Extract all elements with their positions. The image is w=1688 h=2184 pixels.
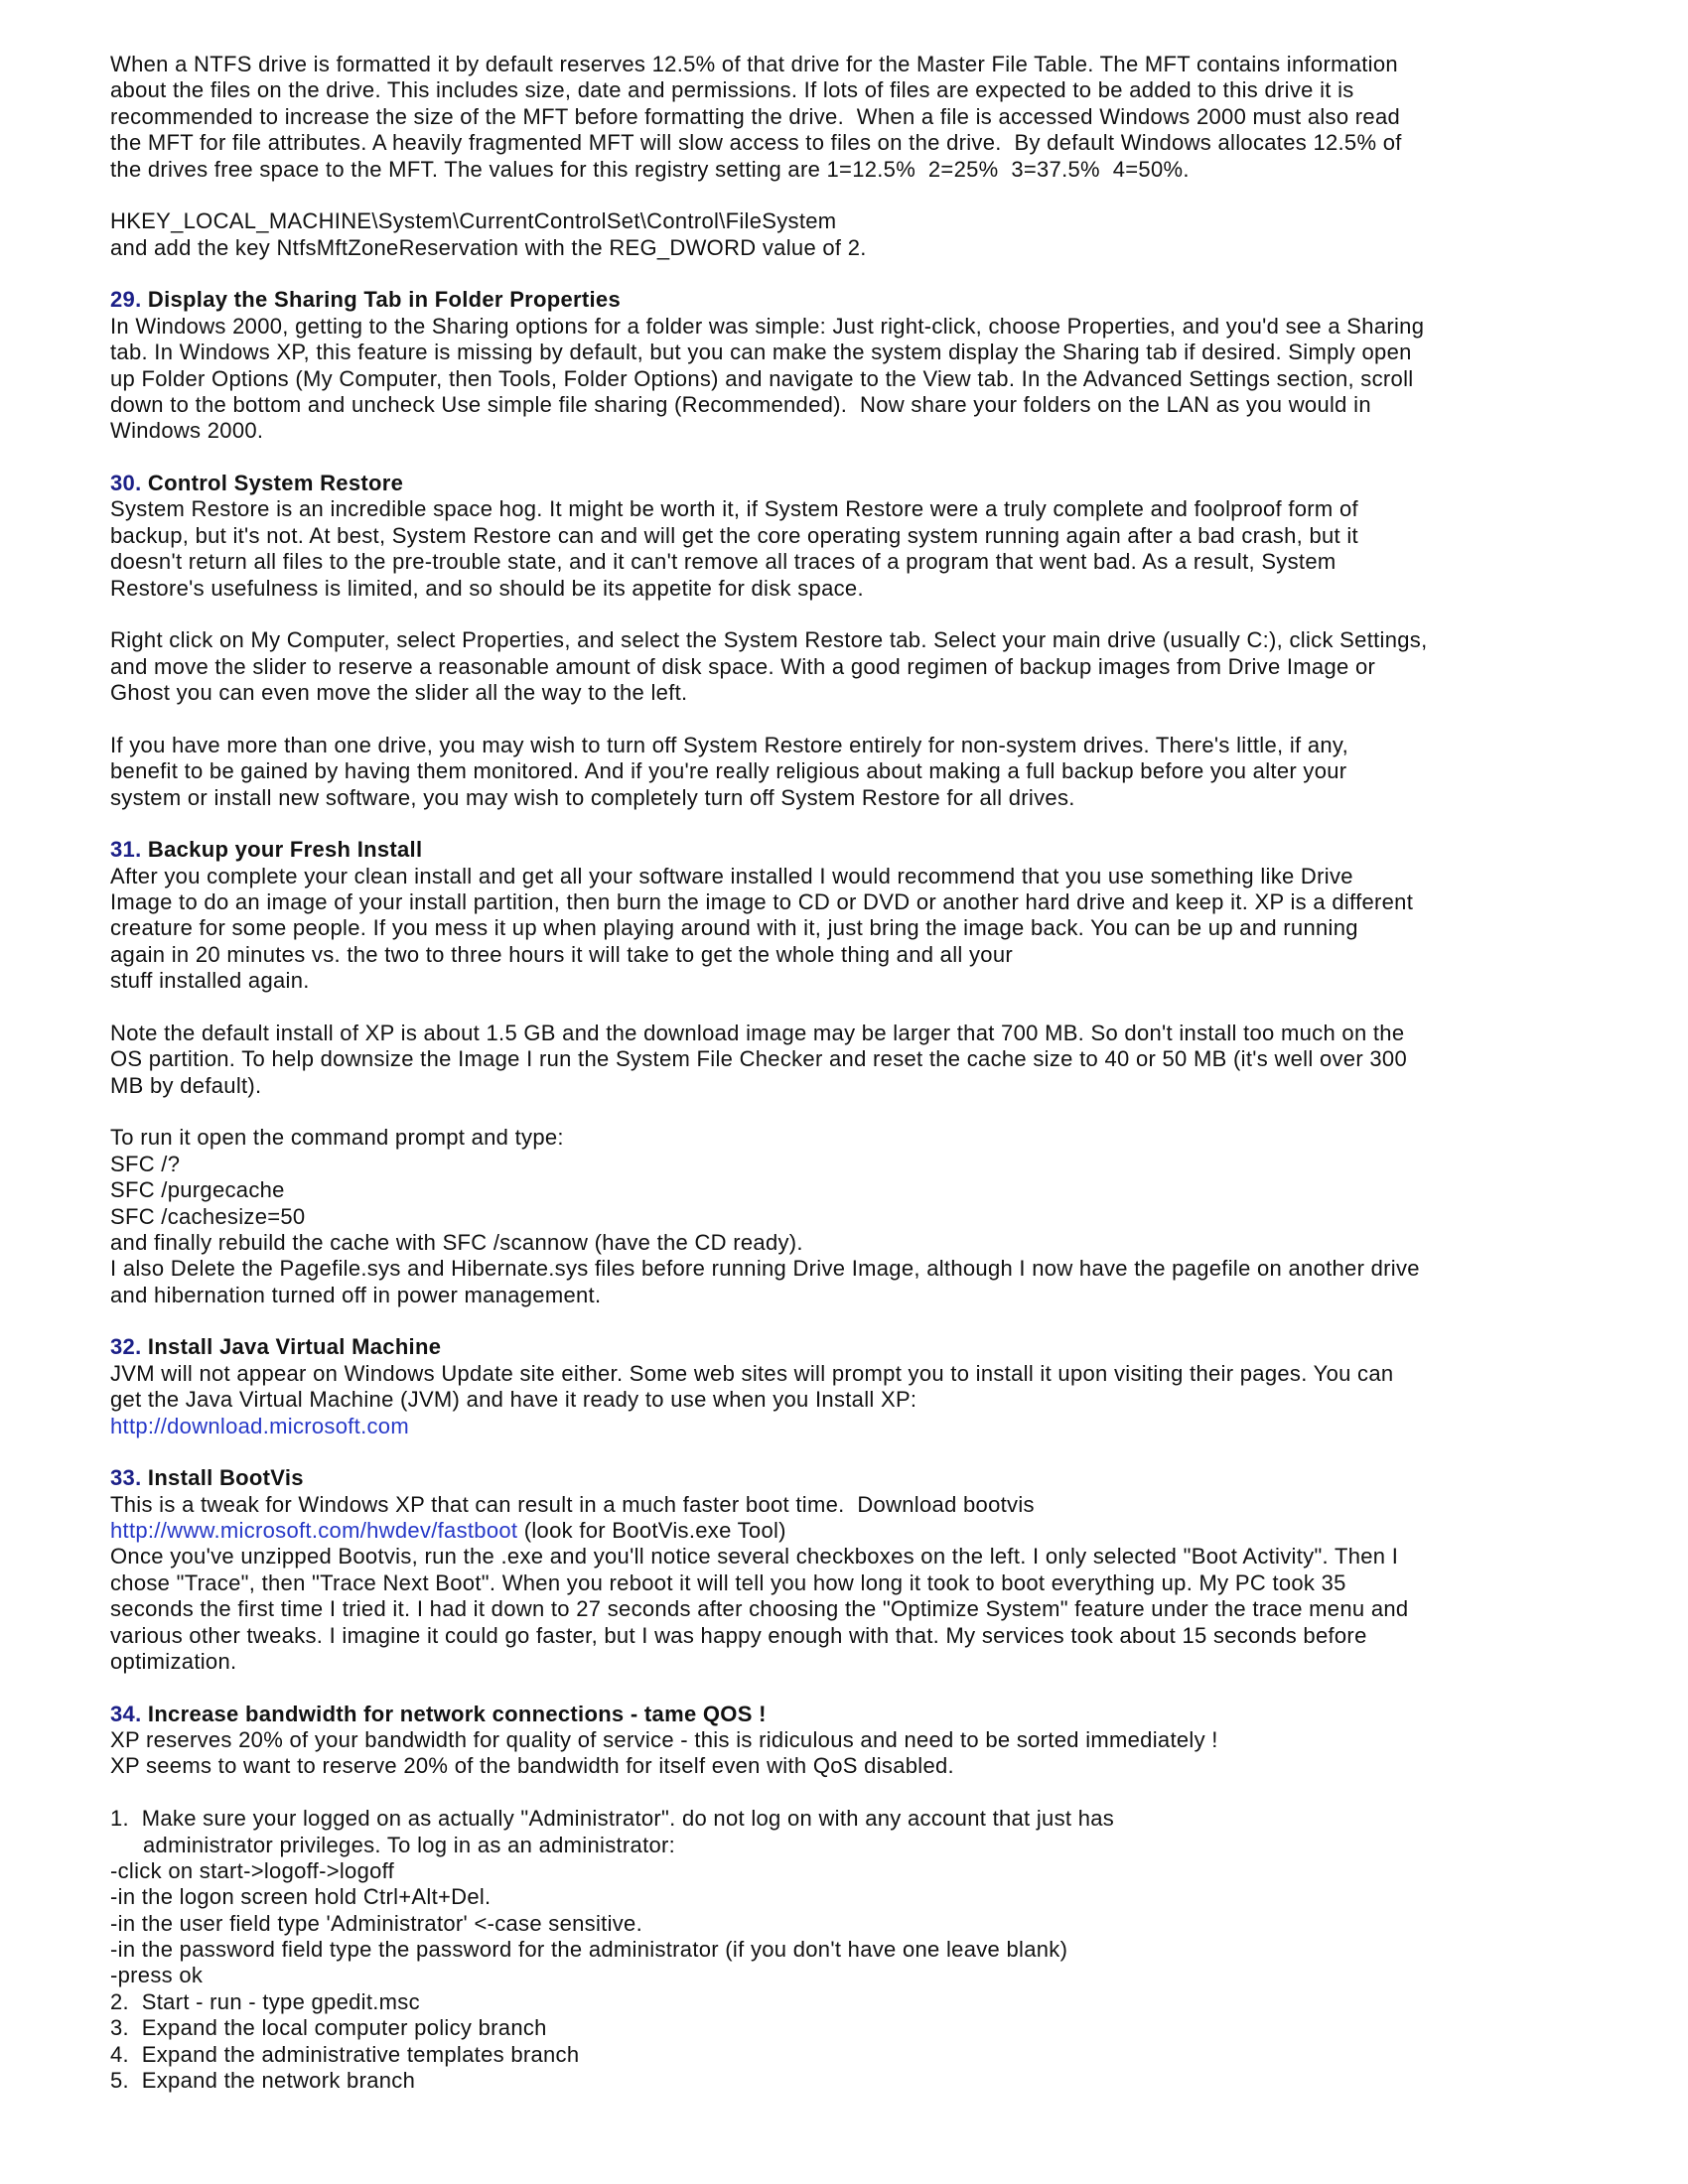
paragraph-line: XP reserves 20% of your bandwidth for quality of service - this is ridiculous and need to be sorted immediately !: [110, 1727, 1218, 1752]
section-number: 31.: [110, 837, 142, 863]
paragraph-line: chose "Trace", then "Trace Next Boot". When you reboot it will tell you how long it took to boot everything up. My PC took 35: [110, 1570, 1346, 1595]
sub-step: -click on start->logoff->logoff: [110, 1857, 395, 1883]
list-item: 4. Expand the administrative templates branch: [110, 2041, 580, 2067]
link-note: (look for BootVis.exe Tool): [517, 1518, 786, 1543]
spacer: [110, 706, 1688, 732]
paragraph-line: benefit to be gained by having them monitored. And if you're really religious about making a full backup before you alter your: [110, 758, 1347, 784]
paragraph-line: again in 20 minutes vs. the two to three hours it will take to get the whole thing and all your: [110, 941, 1014, 967]
download-link[interactable]: http://download.microsoft.com: [110, 1413, 409, 1438]
paragraph-line: XP seems to want to reserve 20% of the bandwidth for itself even with QoS disabled.: [110, 1753, 954, 1779]
spacer: [110, 995, 1688, 1021]
paragraph-line: get the Java Virtual Machine (JVM) and have it ready to use when you Install XP:: [110, 1387, 917, 1413]
command-line: SFC /purgecache: [110, 1177, 285, 1203]
steps-list: [110, 1806, 1688, 2094]
list-item: 2. Start - run - type gpedit.msc: [110, 1988, 420, 2014]
command-block: [110, 1125, 1688, 1308]
paragraph-line: I also Delete the Pagefile.sys and Hibernate.sys files before running Drive Image, although I now have the pagefile on another drive: [110, 1256, 1420, 1282]
paragraph-line: Note the default install of XP is about 1.5 GB and the download image may be larger that 700 MB. So don't install too much on the: [110, 1020, 1405, 1045]
section-31-paragraph: [110, 864, 1688, 995]
paragraph-line: backup, but it's not. At best, System Restore can and will get the core operating system running again after a bad crash, but it: [110, 522, 1358, 548]
spacer: [110, 1439, 1688, 1465]
paragraph-line: creature for some people. If you mess it up when playing around with it, just bring the image back. You can be up and running: [110, 915, 1358, 941]
section-heading: [110, 471, 1688, 496]
paragraph-line: and finally rebuild the cache with SFC /scannow (have the CD ready).: [110, 1229, 803, 1255]
section-32-paragraph: [110, 1361, 1688, 1439]
paragraph-line: MB by default).: [110, 1072, 262, 1098]
paragraph-line: the MFT for file attributes. A heavily fragmented MFT will slow access to files on the drive. By default Windows allocates 12.5% of: [110, 130, 1402, 156]
spacer: [110, 811, 1688, 837]
paragraph-line: down to the bottom and uncheck Use simple file sharing (Recommended). Now share your folders on the LAN as you would in: [110, 391, 1371, 417]
paragraph-line: the drives free space to the MFT. The values for this registry setting are 1=12.5% 2=25% 3=37.5% 4=50%.: [110, 156, 1190, 182]
section-title: Increase bandwidth for network connections - tame QOS !: [147, 1701, 767, 1726]
link-line: [110, 1518, 1688, 1544]
spacer: [110, 1099, 1688, 1125]
paragraph-line: JVM will not appear on Windows Update site either. Some web sites will prompt you to install it upon visiting their pages. You can: [110, 1360, 1394, 1386]
section-title: Control System Restore: [147, 471, 404, 495]
spacer: [110, 602, 1688, 627]
section-heading: [110, 1702, 1688, 1727]
paragraph-line: doesn't return all files to the pre-trouble state, and it can't remove all traces of a program that went bad. As a result, System: [110, 549, 1336, 575]
sub-step: -in the user field type 'Administrator' <-case sensitive.: [110, 1910, 643, 1936]
section-number: 33.: [110, 1465, 142, 1491]
section-title: Display the Sharing Tab in Folder Properties: [147, 287, 622, 313]
paragraph-line: seconds the first time I tried it. I had it down to 27 seconds after choosing the "Optimize System" feature under the trace menu and: [110, 1596, 1409, 1622]
commands-intro: To run it open the command prompt and type:: [110, 1125, 564, 1151]
paragraph-line: and move the slider to reserve a reasonable amount of disk space. With a good regimen of backup images from Drive Image or: [110, 653, 1376, 679]
command-line: SFC /cachesize=50: [110, 1203, 306, 1229]
paragraph-line: optimization.: [110, 1648, 237, 1674]
paragraph-line: Right click on My Computer, select Properties, and select the System Restore tab. Select your main drive (usually C:), click Settings,: [110, 627, 1428, 653]
paragraph-line: Once you've unzipped Bootvis, run the .exe and you'll notice several checkboxes on the left. I only selected "Boot Activity". Then I: [110, 1544, 1399, 1570]
paragraph-line: Ghost you can even move the slider all the way to the left.: [110, 680, 688, 705]
section-34-paragraph: [110, 1727, 1688, 1780]
list-item: 1. Make sure your logged on as actually "Administrator". do not log on with any account that just has: [110, 1806, 1115, 1832]
paragraph-line: Restore's usefulness is limited, and so should be its appetite for disk space.: [110, 575, 864, 601]
list-item: 3. Expand the local computer policy branch: [110, 2015, 547, 2041]
paragraph-line: System Restore is an incredible space hog. It might be worth it, if System Restore were a truly complete and foolproof form of: [110, 496, 1358, 522]
paragraph-line: After you complete your clean install and get all your software installed I would recommend that you use something like Drive: [110, 863, 1353, 888]
list-item: 5. Expand the network branch: [110, 2067, 416, 2093]
paragraph-line: about the files on the drive. This includes size, date and permissions. If lots of files are expected to be added to this drive it is: [110, 77, 1354, 103]
spacer: [110, 183, 1688, 208]
paragraph-line: This is a tweak for Windows XP that can result in a much faster boot time. Download bootvis: [110, 1491, 1035, 1517]
sub-step: -in the password field type the password for the administrator (if you don't have one leave blank): [110, 1937, 1068, 1962]
sub-step: -press ok: [110, 1963, 204, 1988]
paragraph-line: If you have more than one drive, you may wish to turn off System Restore entirely for non-system drives. There's little, if any,: [110, 732, 1349, 757]
spacer: [110, 261, 1688, 287]
section-title: Backup your Fresh Install: [147, 837, 423, 863]
paragraph-line: up Folder Options (My Computer, then Tools, Folder Options) and navigate to the View tab. In the Advanced Settings section, scroll: [110, 365, 1414, 391]
section-number: 32.: [110, 1334, 142, 1360]
paragraph-line: and hibernation turned off in power management.: [110, 1282, 602, 1307]
spacer: [110, 1675, 1688, 1701]
paragraph-line: Windows 2000.: [110, 418, 264, 444]
section-33-paragraph: [110, 1492, 1688, 1676]
sub-step: -in the logon screen hold Ctrl+Alt+Del.: [110, 1884, 492, 1910]
bootvis-link[interactable]: http://www.microsoft.com/hwdev/fastboot: [110, 1518, 518, 1543]
spacer: [110, 445, 1688, 471]
list-item-continuation: administrator privileges. To log in as an administrator:: [143, 1832, 676, 1857]
section-number: 30.: [110, 471, 142, 495]
section-30-paragraph: [110, 733, 1688, 811]
command-line: SFC /?: [110, 1151, 181, 1176]
paragraph-line: system or install new software, you may wish to completely turn off System Restore for all drives.: [110, 784, 1075, 810]
registry-key: HKEY_LOCAL_MACHINE\System\CurrentControlSet\Control\FileSystem: [110, 208, 837, 234]
section-30-paragraph: [110, 627, 1688, 706]
section-title: Install BootVis: [147, 1465, 304, 1491]
section-number: 29.: [110, 287, 142, 313]
section-heading: [110, 837, 1688, 863]
section-heading: [110, 1334, 1688, 1360]
section-number: 34.: [110, 1701, 142, 1726]
paragraph-line: tab. In Windows XP, this feature is missing by default, but you can make the system display the Sharing tab if desired. Simply open: [110, 340, 1412, 365]
section-heading: [110, 287, 1688, 313]
paragraph-line: stuff installed again.: [110, 968, 310, 994]
section-heading: [110, 1465, 1688, 1491]
paragraph-line: OS partition. To help downsize the Image I run the System File Checker and reset the cache size to 40 or 50 MB (it's well over 300: [110, 1046, 1407, 1072]
section-title: Install Java Virtual Machine: [147, 1334, 442, 1360]
intro-paragraph: [110, 52, 1688, 183]
paragraph-line: Image to do an image of your install partition, then burn the image to CD or DVD or another hard drive and keep it. XP is a different: [110, 889, 1414, 914]
registry-instruction: and add the key NtfsMftZoneReservation with the REG_DWORD value of 2.: [110, 234, 867, 260]
link-line: [110, 1414, 1688, 1439]
paragraph-line: recommended to increase the size of the MFT before formatting the drive. When a file is accessed Windows 2000 must also read: [110, 103, 1401, 129]
section-31-paragraph: [110, 1021, 1688, 1099]
paragraph-line: various other tweaks. I imagine it could go faster, but I was happy enough with that. My services took about 15 seconds before: [110, 1622, 1367, 1648]
paragraph-line: In Windows 2000, getting to the Sharing options for a folder was simple: Just right-click, choose Properties, and you'd see a Sharing: [110, 313, 1425, 339]
spacer: [110, 1308, 1688, 1334]
spacer: [110, 1780, 1688, 1806]
section-30-paragraph: [110, 496, 1688, 602]
section-29-paragraph: [110, 314, 1688, 445]
paragraph-line: When a NTFS drive is formatted it by default reserves 12.5% of that drive for the Master File Table. The MFT contains information: [110, 52, 1398, 76]
